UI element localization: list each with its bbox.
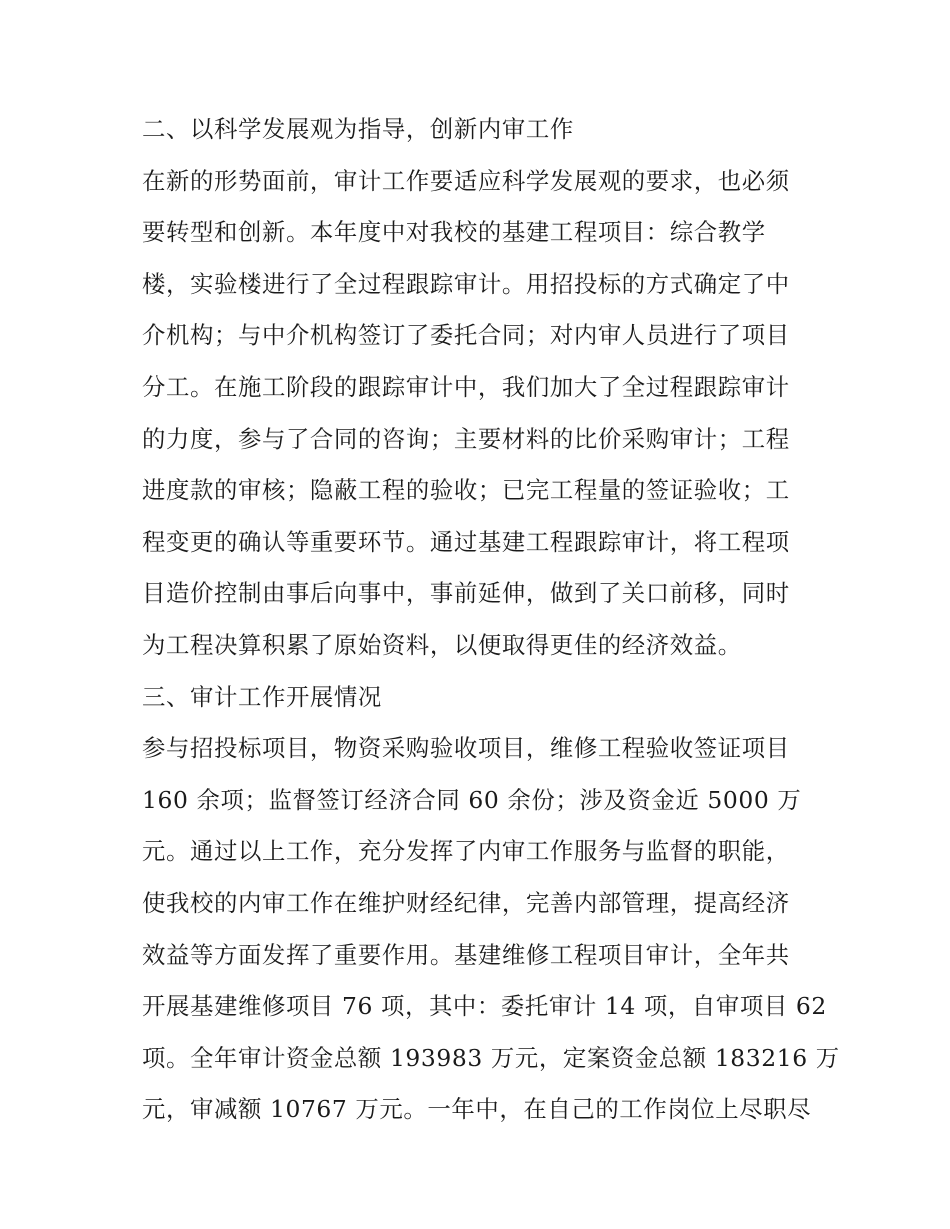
- paragraph-line: 在新的形势面前，审计工作要适应科学发展观的要求，也必须: [142, 166, 790, 195]
- paragraph-line: 元。通过以上工作，充分发挥了内审工作服务与监督的职能，: [142, 837, 790, 866]
- paragraph-line: 分工。在施工阶段的跟踪审计中，我们加大了全过程跟踪审计: [142, 372, 790, 401]
- paragraph-line: 项。全年审计资金总额 193983 万元，定案资金总额 183216 万: [142, 1043, 840, 1072]
- paragraph-line: 为工程决算积累了原始资料，以便取得更佳的经济效益。: [142, 630, 742, 659]
- paragraph-line: 的力度，参与了合同的咨询；主要材料的比价采购审计；工程: [142, 424, 790, 453]
- heading-section-2: 二、以科学发展观为指导，创新内审工作: [142, 115, 574, 143]
- paragraph-line: 开展基建维修项目 76 项，其中：委托审计 14 项，自审项目 62: [142, 992, 827, 1021]
- paragraph-line: 介机构；与中介机构签订了委托合同；对内审人员进行了项目: [142, 321, 790, 350]
- document-body: [142, 111, 840, 1143]
- paragraph-line: 目造价控制由事后向事中，事前延伸，做到了关口前移，同时: [142, 579, 790, 608]
- paragraph-line: 效益等方面发挥了重要作用。基建维修工程项目审计，全年共: [142, 940, 790, 969]
- paragraph-line: 进度款的审核；隐蔽工程的验收；已完工程量的签证验收；工: [142, 476, 790, 505]
- heading-section-3: 三、审计工作开展情况: [142, 682, 382, 711]
- paragraph-line: 使我校的内审工作在维护财经纪律，完善内部管理，提高经济: [142, 888, 790, 917]
- paragraph-line: 楼，实验楼进行了全过程跟踪审计。用招投标的方式确定了中: [142, 269, 790, 298]
- paragraph-line: 要转型和创新。本年度中对我校的基建工程项目：综合教学: [142, 218, 766, 247]
- paragraph-line: 160 余项；监督签订经济合同 60 余份；涉及资金近 5000 万: [142, 785, 802, 814]
- paragraph-line: 元，审减额 10767 万元。一年中，在自己的工作岗位上尽职尽: [142, 1095, 812, 1124]
- paragraph-line: 参与招投标项目，物资采购验收项目，维修工程验收签证项目: [142, 734, 790, 763]
- paragraph-line: 程变更的确认等重要环节。通过基建工程跟踪审计，将工程项: [142, 527, 790, 556]
